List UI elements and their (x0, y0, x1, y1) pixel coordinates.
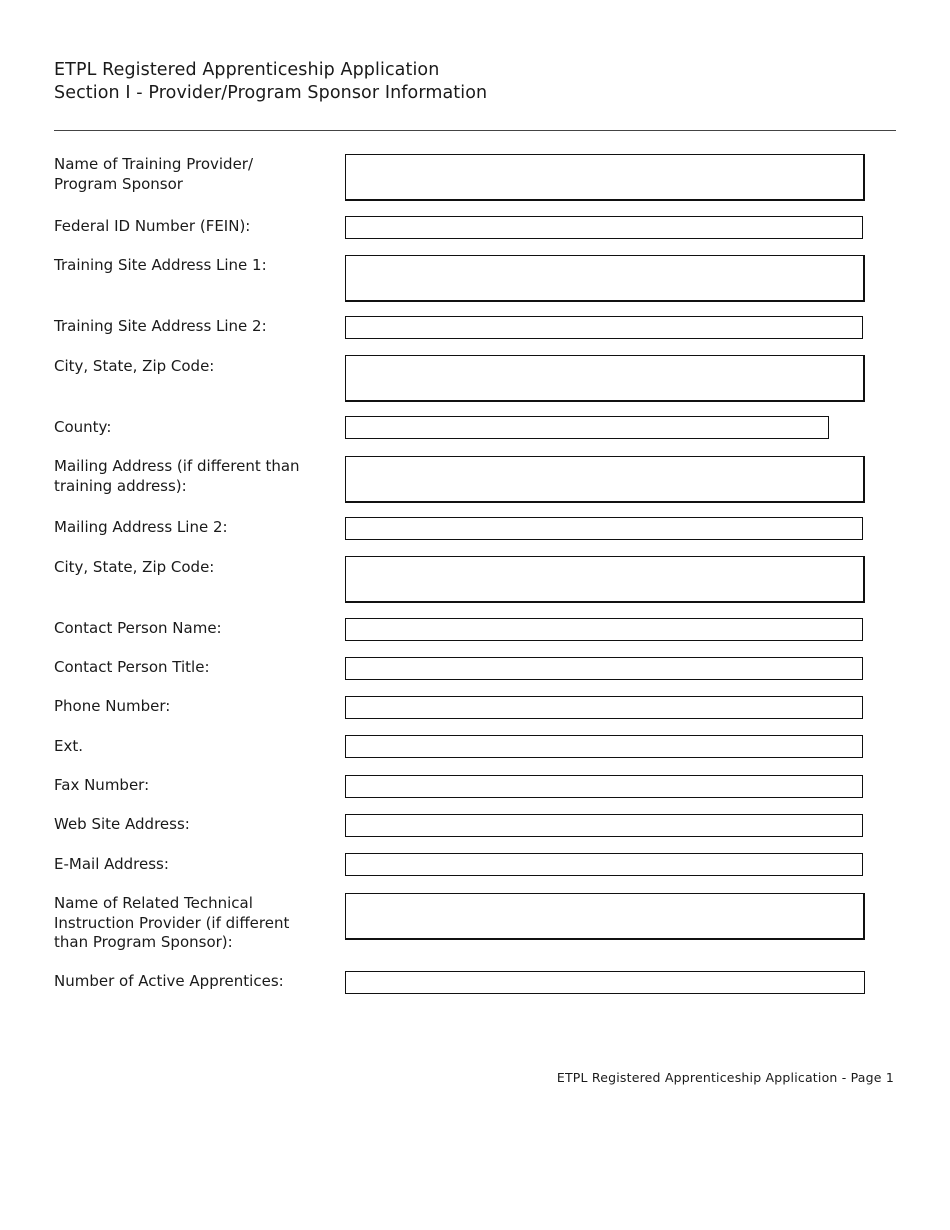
fein-field[interactable] (345, 216, 863, 239)
mailing-address-line-2-field[interactable] (345, 517, 863, 540)
training-address-line-1-field[interactable] (345, 255, 865, 302)
contact-name-field[interactable] (345, 618, 863, 641)
mailing-address-line-2-label: Mailing Address Line 2: (54, 518, 228, 536)
rti-provider-label: Name of Related Technical Instruction Provider (if different than Program Sponsor): (54, 894, 290, 951)
training-address-line-2-field[interactable] (345, 316, 863, 339)
mailing-city-state-zip-field[interactable] (345, 556, 865, 603)
fein-label: Federal ID Number (FEIN): (54, 217, 251, 235)
mailing-address-label: Mailing Address (if different than training address): (54, 457, 300, 495)
training-city-state-zip-field[interactable] (345, 355, 865, 402)
county-field[interactable] (345, 416, 829, 439)
active-apprentices-field[interactable] (345, 971, 865, 994)
email-label: E-Mail Address: (54, 855, 169, 873)
fax-number-field[interactable] (345, 775, 863, 798)
phone-ext-field[interactable] (345, 735, 863, 758)
form-title: ETPL Registered Apprenticeship Application (54, 60, 440, 80)
web-site-label: Web Site Address: (54, 815, 190, 833)
training-provider-name-label: Name of Training Provider/ Program Sponsor (54, 155, 254, 193)
contact-title-field[interactable] (345, 657, 863, 680)
email-field[interactable] (345, 853, 863, 876)
training-provider-name-field[interactable] (345, 154, 865, 201)
fax-number-label: Fax Number: (54, 776, 150, 794)
training-address-line-2-label: Training Site Address Line 2: (54, 317, 267, 335)
phone-number-label: Phone Number: (54, 697, 171, 715)
phone-ext-label: Ext. (54, 737, 84, 755)
phone-number-field[interactable] (345, 696, 863, 719)
mailing-city-state-zip-label: City, State, Zip Code: (54, 558, 215, 576)
contact-name-label: Contact Person Name: (54, 619, 222, 637)
contact-title-label: Contact Person Title: (54, 658, 210, 676)
training-address-line-1-label: Training Site Address Line 1: (54, 256, 267, 274)
web-site-field[interactable] (345, 814, 863, 837)
active-apprentices-label: Number of Active Apprentices: (54, 972, 284, 990)
training-city-state-zip-label: City, State, Zip Code: (54, 357, 215, 375)
county-label: County: (54, 418, 112, 436)
rti-provider-field[interactable] (345, 893, 865, 940)
section-title: Section I - Provider/Program Sponsor Information (54, 83, 488, 103)
header-divider (54, 130, 896, 131)
mailing-address-field[interactable] (345, 456, 865, 503)
page-footer: ETPL Registered Apprenticeship Application - Page 1 (556, 1070, 894, 1085)
